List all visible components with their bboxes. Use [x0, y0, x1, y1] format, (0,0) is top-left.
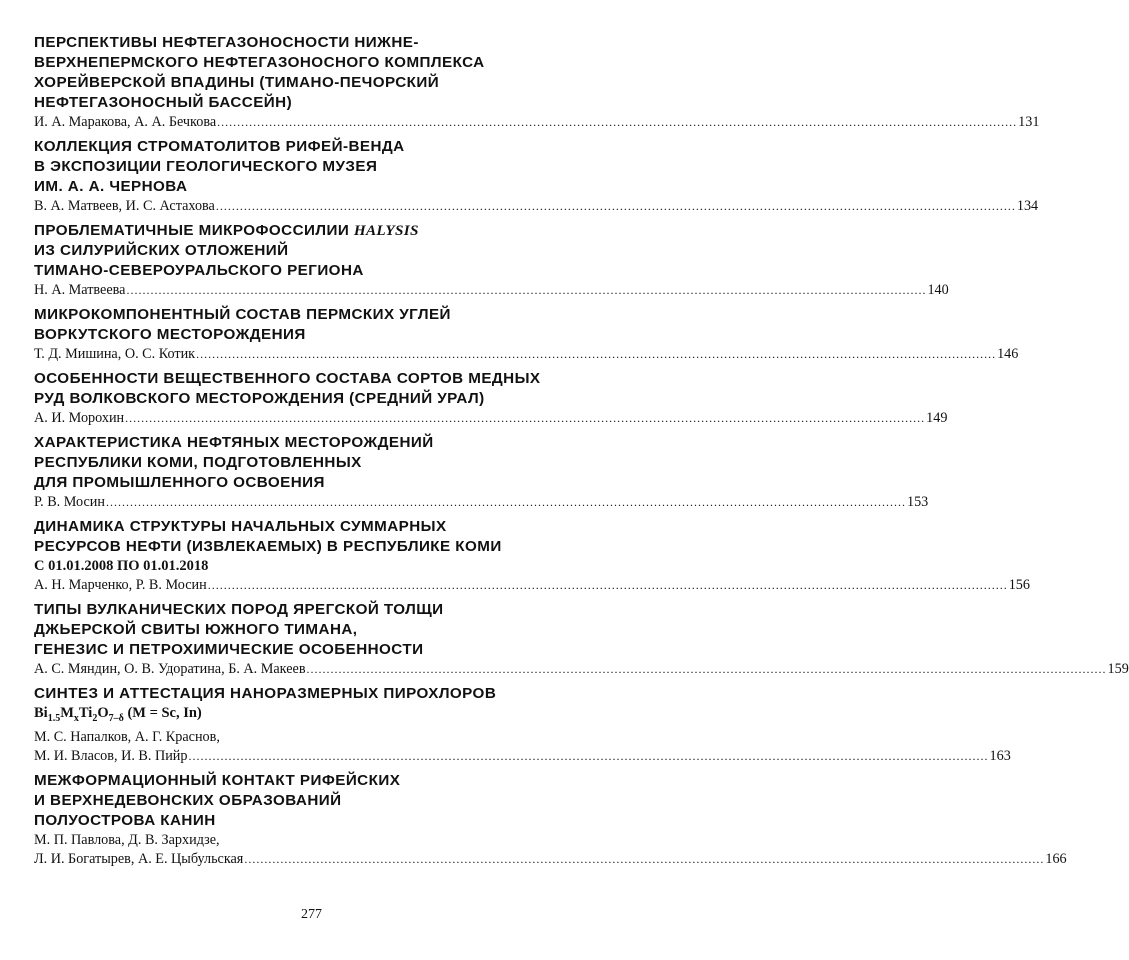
entry-title-line: ПЕРСПЕКТИВЫ НЕФТЕГАЗОНОСНОСТИ НИЖНЕ- [34, 34, 419, 51]
dot-leader: ........................................................................................................................................................................................................ [125, 411, 926, 425]
entry-authors-row [34, 197, 1039, 216]
entry-title-line: В ЭКСПОЗИЦИИ ГЕОЛОГИЧЕСКОГО МУЗЕЯ [34, 158, 378, 175]
entry-title-line: РУД ВОЛКОВСКОГО МЕСТОРОЖДЕНИЯ (СРЕДНИЙ УРАЛ) [34, 390, 485, 407]
dot-leader: ........................................................................................................................................................................................................ [188, 748, 989, 763]
entry-title-line: ВЕРХНЕПЕРМСКОГО НЕФТЕГАЗОНОСНОГО КОМПЛЕКСА [34, 54, 485, 71]
entry-page-number: 166 [1045, 850, 1067, 867]
dot-leader: ........................................................................................................................................................................................................ [306, 662, 1107, 676]
page-number: 277 [301, 907, 322, 922]
dot-leader: ........................................................................................................................................................................................................ [215, 199, 1016, 213]
entry-title-line [34, 221, 592, 241]
entry-title-line: ПОЛУОСТРОВА КАНИН [34, 811, 216, 829]
entry-page-number: 140 [927, 282, 949, 298]
entry-authors-row [34, 493, 929, 512]
dot-leader: ........................................................................................................................................................................................................ [244, 851, 1045, 866]
toc-entry [34, 369, 948, 428]
entry-title-line: ДИНАМИКА СТРУКТУРЫ НАЧАЛЬНЫХ СУММАРНЫХ [34, 518, 447, 535]
dot-leader: ........................................................................................................................................................................................................ [207, 578, 1008, 592]
entry-authors: М. С. Напалков, А. Г. Краснов, [34, 728, 220, 745]
entry-page-number: 131 [1018, 114, 1040, 130]
toc-entry [34, 433, 929, 512]
entry-authors-row [34, 113, 1040, 132]
entry-authors: И. А. Маракова, А. А. Бечкова [34, 114, 217, 130]
entry-page-number: 134 [1016, 198, 1039, 214]
toc-entry [34, 517, 1030, 595]
dot-leader: ........................................................................................................................................................................................................ [105, 495, 906, 509]
entry-title-line: МИКРОКОМПОНЕНТНЫЙ СОСТАВ ПЕРМСКИХ УГЛЕЙ [34, 306, 451, 323]
entry-title-date-range: С 01.01.2008 ПО 01.01.2018 [34, 558, 209, 574]
entry-page-number: 153 [906, 494, 929, 510]
entry-title-line: ДЛЯ ПРОМЫШЛЕННОГО ОСВОЕНИЯ [34, 474, 325, 491]
entry-title-line: ТИПЫ ВУЛКАНИЧЕСКИХ ПОРОД ЯРЕГСКОЙ ТОЛЩИ [34, 601, 444, 618]
entry-title-line: РЕСУРСОВ НЕФТИ (ИЗВЛЕКАЕМЫХ) В РЕСПУБЛИКЕ КОМИ [34, 538, 502, 555]
dot-leader: ........................................................................................................................................................................................................ [126, 283, 927, 297]
entry-authors-row [34, 409, 948, 428]
entry-authors: В. А. Матвеев, И. С. Астахова [34, 198, 215, 214]
entry-authors-row [34, 747, 1011, 766]
dot-leader: ........................................................................................................................................................................................................ [217, 115, 1018, 129]
entry-title-line: ХОРЕЙВЕРСКОЙ ВПАДИНЫ (ТИМАНО-ПЕЧОРСКИЙ [34, 74, 440, 91]
entry-title-line: И ВЕРХНЕДЕВОНСКИХ ОБРАЗОВАНИЙ [34, 791, 342, 809]
entry-title-line: НЕФТЕГАЗОНОСНЫЙ БАССЕЙН) [34, 94, 293, 111]
entry-page-number: 149 [926, 410, 948, 426]
toc-entry [34, 600, 1129, 679]
entry-title-line: РЕСПУБЛИКИ КОМИ, ПОДГОТОВЛЕННЫХ [34, 454, 362, 471]
entry-title-line: ИЗ СИЛУРИЙСКИХ ОТЛОЖЕНИЙ [34, 242, 289, 259]
entry-authors: А. Н. Марченко, Р. В. Мосин [34, 577, 207, 593]
toc-entry [34, 137, 1039, 216]
entry-authors-row [34, 850, 1067, 869]
dot-leader: ........................................................................................................................................................................................................ [196, 347, 997, 361]
entry-authors-row [34, 281, 949, 300]
entry-authors: М. И. Власов, И. В. Пийр [34, 747, 188, 764]
toc-entry [34, 684, 1011, 766]
toc-entry [34, 305, 1019, 364]
entry-authors: Т. Д. Мишина, О. С. Котик [34, 346, 196, 362]
entry-authors: М. П. Павлова, Д. В. Зархидзе, [34, 831, 220, 848]
entry-title-line: ТИМАНО-СЕВЕРОУРАЛЬСКОГО РЕГИОНА [34, 262, 364, 279]
entry-title-line: МЕЖФОРМАЦИОННЫЙ КОНТАКТ РИФЕЙСКИХ [34, 771, 401, 789]
genus-name-italic: HALYSIS [353, 222, 419, 239]
entry-authors-row [34, 345, 1019, 364]
entry-title-line: ИМ. А. А. ЧЕРНОВА [34, 178, 188, 195]
entry-page-number: 156 [1008, 577, 1030, 593]
entry-page-number: 163 [989, 747, 1011, 764]
entry-authors-row [34, 576, 1030, 595]
entry-title-line: ДЖЬЕРСКОЙ СВИТЫ ЮЖНОГО ТИМАНА, [34, 621, 358, 638]
entry-title-line: ОСОБЕННОСТИ ВЕЩЕСТВЕННОГО СОСТАВА СОРТОВ МЕДНЫХ [34, 370, 541, 387]
entry-authors: Р. В. Мосин [34, 494, 105, 510]
entry-authors: А. И. Морохин [34, 410, 125, 426]
entry-authors-row [34, 660, 1129, 679]
table-of-contents [34, 33, 1129, 869]
entry-title-line: КОЛЛЕКЦИЯ СТРОМАТОЛИТОВ РИФЕЙ-ВЕНДА [34, 138, 405, 155]
chemical-formula: $Bi_{1.5}M_xTi_2O_{7-\delta}$ (M = Sc, In) [34, 705, 202, 724]
entry-page-number: 146 [997, 346, 1019, 362]
toc-entry [34, 33, 1040, 132]
entry-page-number: 159 [1107, 661, 1129, 677]
entry-title-line: СИНТЕЗ И АТТЕСТАЦИЯ НАНОРАЗМЕРНЫХ ПИРОХЛОРОВ [34, 685, 497, 702]
toc-entry [34, 221, 949, 300]
entry-authors: Н. А. Матвеева [34, 282, 126, 298]
entry-authors: А. С. Мяндин, О. В. Удоратина, Б. А. Макеев [34, 661, 306, 677]
toc-entry [34, 771, 1067, 869]
title-text: ПРОБЛЕМАТИЧНЫЕ МИКРОФОССИЛИИ [34, 222, 354, 239]
entry-authors: Л. И. Богатырев, А. Е. Цыбульская [34, 850, 244, 867]
entry-title-line: ГЕНЕЗИС И ПЕТРОХИМИЧЕСКИЕ ОСОБЕННОСТИ [34, 641, 424, 658]
entry-title-line: ХАРАКТЕРИСТИКА НЕФТЯНЫХ МЕСТОРОЖДЕНИЙ [34, 434, 434, 451]
entry-title-line: ВОРКУТСКОГО МЕСТОРОЖДЕНИЯ [34, 326, 306, 343]
